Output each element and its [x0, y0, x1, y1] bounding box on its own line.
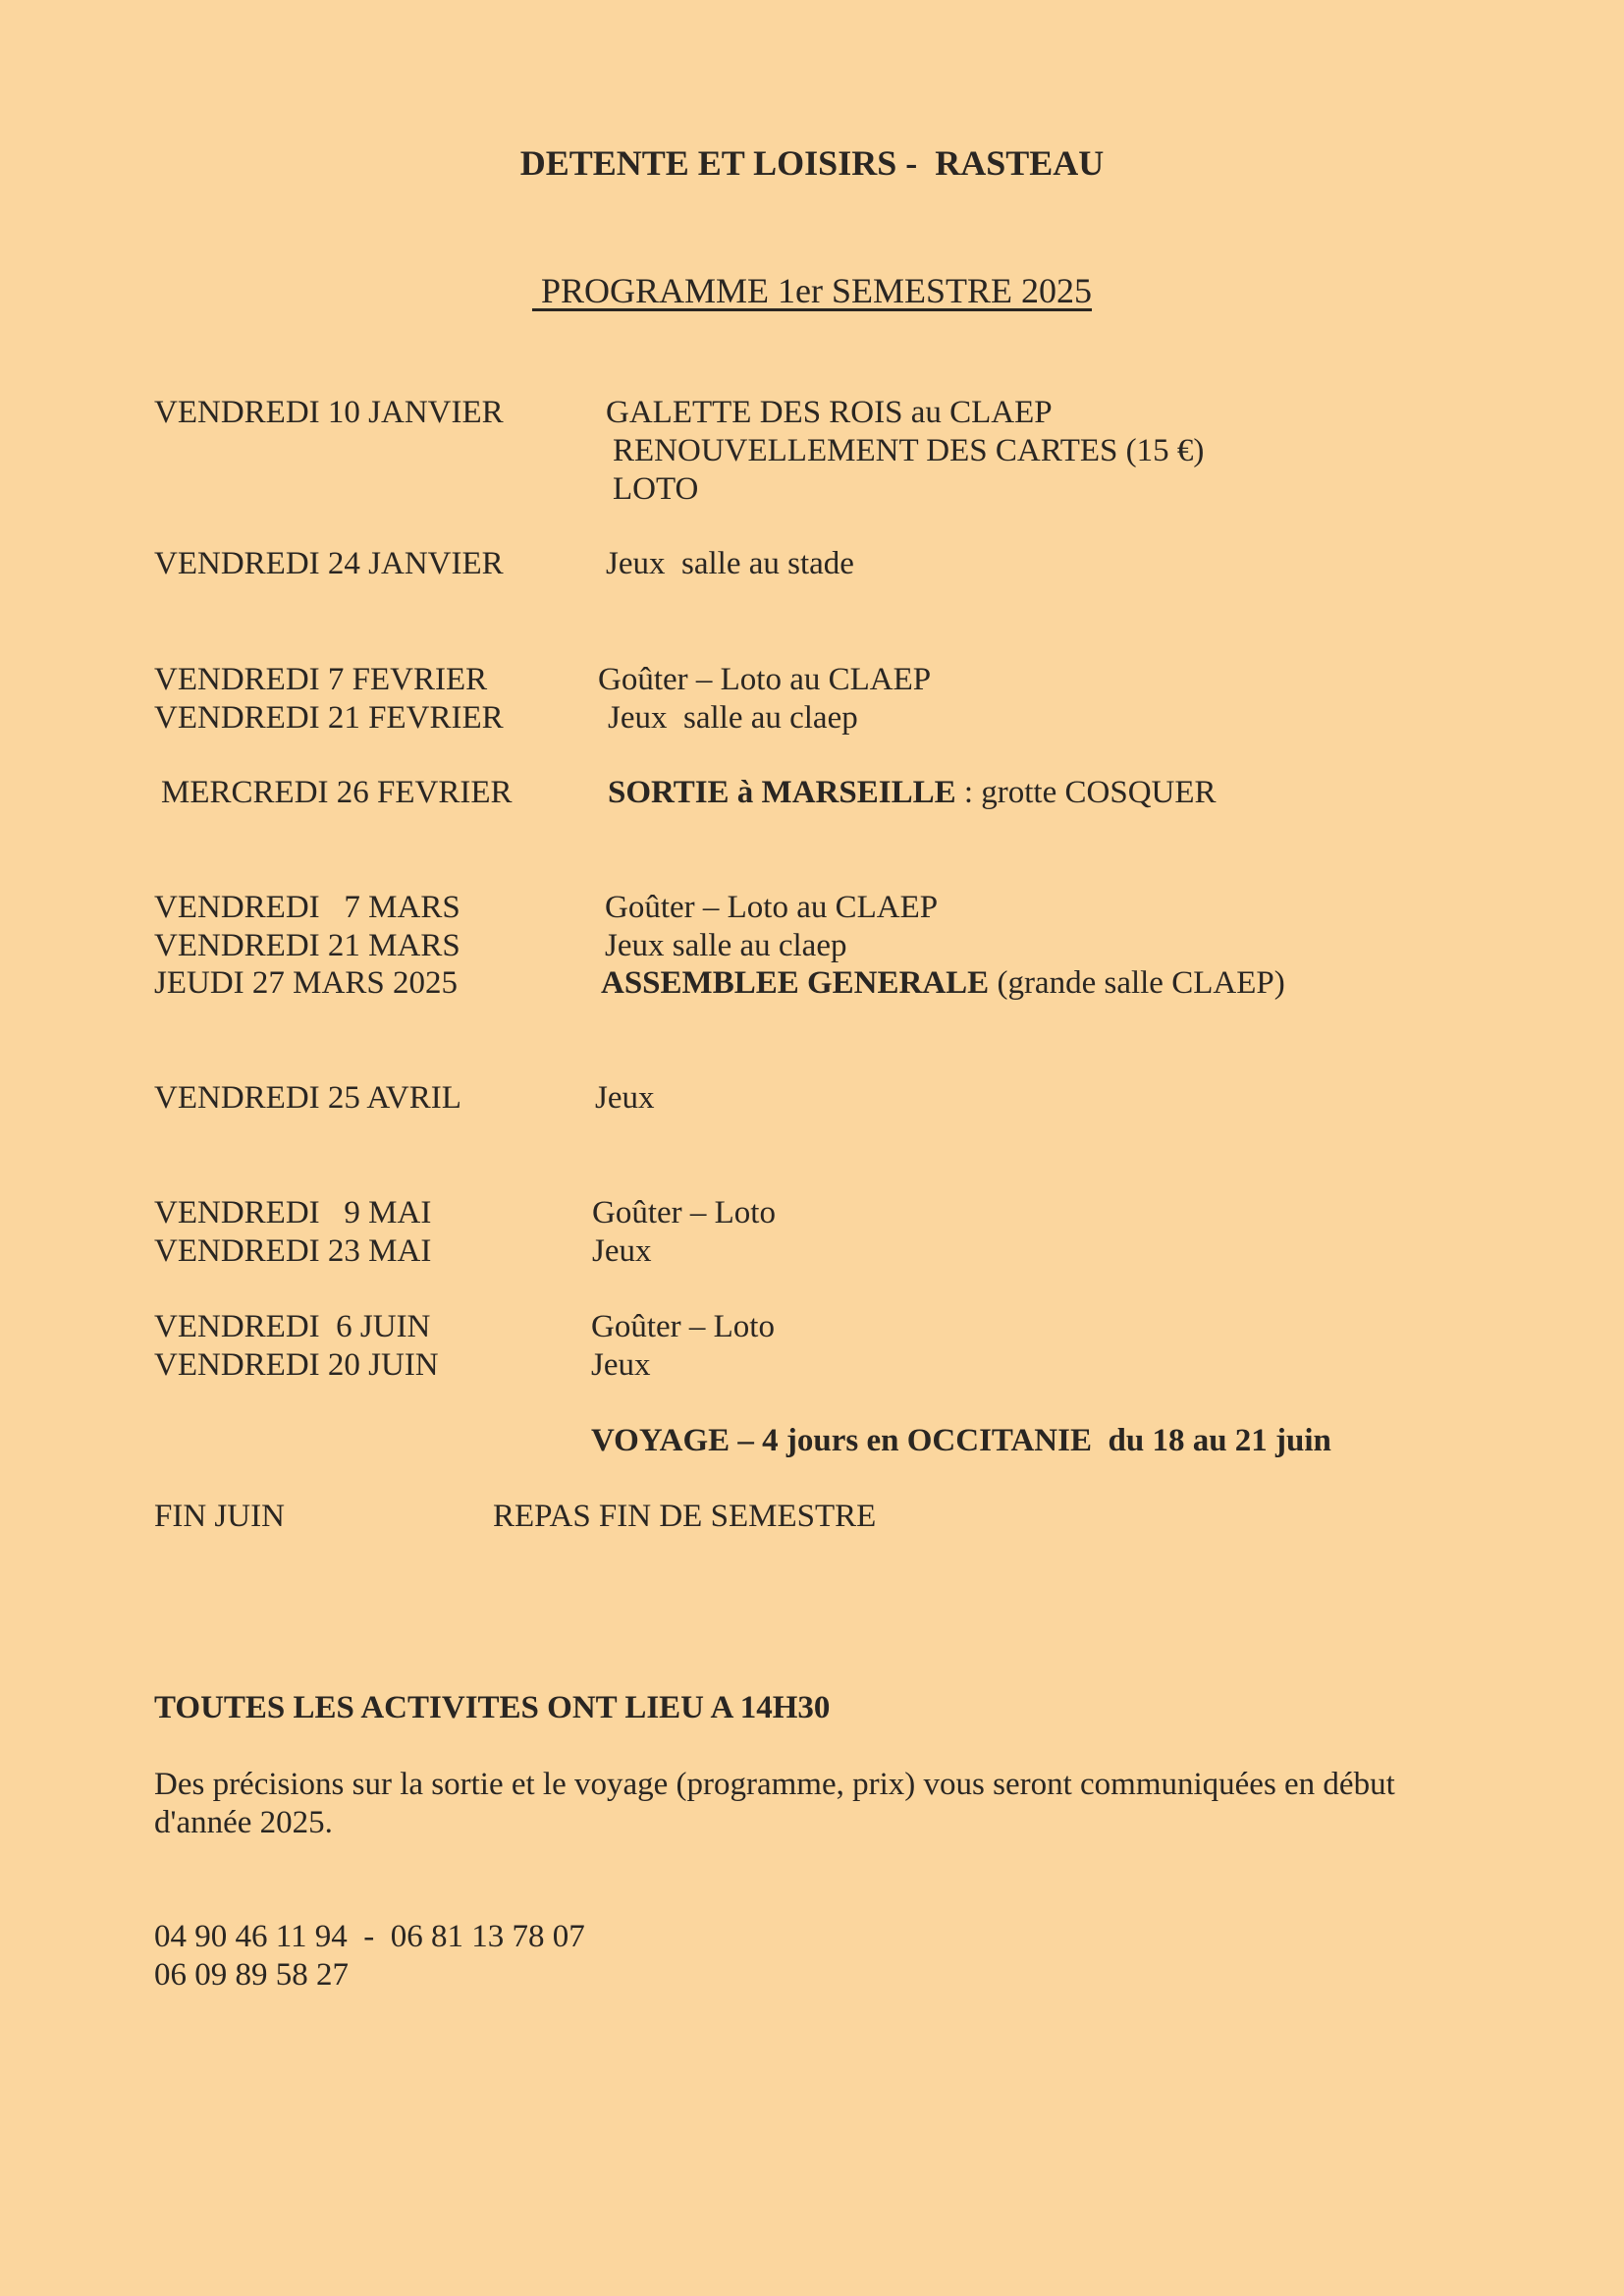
- row-activity: Jeux: [591, 1347, 651, 1383]
- row-date: VENDREDI 23 MAI: [154, 1233, 432, 1269]
- row-date: FIN JUIN: [154, 1499, 285, 1534]
- activity-rest: (grande salle CLAEP): [989, 965, 1285, 1001]
- row-date: VENDREDI 21 MARS: [154, 928, 460, 963]
- row-activity: [601, 963, 1285, 1003]
- page-subtitle: [0, 271, 1624, 310]
- row-activity: LOTO: [613, 471, 699, 507]
- row-activity: RENOUVELLEMENT DES CARTES (15 €): [613, 433, 1205, 468]
- row-activity: GALETTE DES ROIS au CLAEP: [606, 395, 1053, 430]
- row-date: VENDREDI 9 MAI: [154, 1195, 432, 1230]
- row-date: VENDREDI 7 MARS: [154, 890, 460, 925]
- row-activity: Jeux salle au claep: [605, 928, 847, 963]
- row-activity: [608, 773, 1217, 812]
- row-date: JEUDI 27 MARS 2025: [154, 965, 458, 1001]
- row-date: VENDREDI 24 JANVIER: [154, 546, 504, 581]
- phone-numbers-line-2: 06 09 89 58 27: [154, 1957, 349, 1993]
- row-activity: Jeux salle au stade: [606, 546, 854, 581]
- row-activity: Jeux: [595, 1080, 655, 1116]
- row-activity: Goûter – Loto au CLAEP: [598, 662, 932, 697]
- row-date: MERCREDI 26 FEVRIER: [161, 775, 513, 810]
- subtitle-text: PROGRAMME 1er SEMESTRE 2025: [531, 271, 1093, 310]
- row-date: VENDREDI 21 FEVRIER: [154, 700, 504, 736]
- activity-bold: SORTIE à MARSEILLE: [608, 775, 956, 810]
- row-activity: Goûter – Loto au CLAEP: [605, 890, 939, 925]
- row-activity: Goûter – Loto: [592, 1195, 776, 1230]
- row-date: VENDREDI 25 AVRIL: [154, 1080, 461, 1116]
- schedule-notice: TOUTES LES ACTIVITES ONT LIEU A 14H30: [154, 1690, 831, 1725]
- row-date: VENDREDI 7 FEVRIER: [154, 662, 488, 697]
- phone-numbers-line-1: 04 90 46 11 94 - 06 81 13 78 07: [154, 1919, 585, 1954]
- trip-announcement: VOYAGE – 4 jours en OCCITANIE du 18 au 21 juin: [591, 1423, 1331, 1458]
- activity-bold: ASSEMBLEE GENERALE: [601, 965, 990, 1001]
- row-activity: Goûter – Loto: [591, 1309, 775, 1344]
- row-date: VENDREDI 6 JUIN: [154, 1309, 431, 1344]
- row-activity: Jeux salle au claep: [608, 700, 858, 736]
- info-line-2: d'année 2025.: [154, 1805, 333, 1840]
- row-date: VENDREDI 10 JANVIER: [154, 395, 504, 430]
- info-line-1: Des précisions sur la sortie et le voyage (programme, prix) vous seront communiquées en début: [154, 1767, 1395, 1802]
- row-date: VENDREDI 20 JUIN: [154, 1347, 439, 1383]
- activity-rest: : grotte COSQUER: [955, 775, 1217, 810]
- row-activity: Jeux: [592, 1233, 652, 1269]
- page-title: DETENTE ET LOISIRS - RASTEAU: [519, 143, 1105, 183]
- row-activity: REPAS FIN DE SEMESTRE: [493, 1499, 877, 1534]
